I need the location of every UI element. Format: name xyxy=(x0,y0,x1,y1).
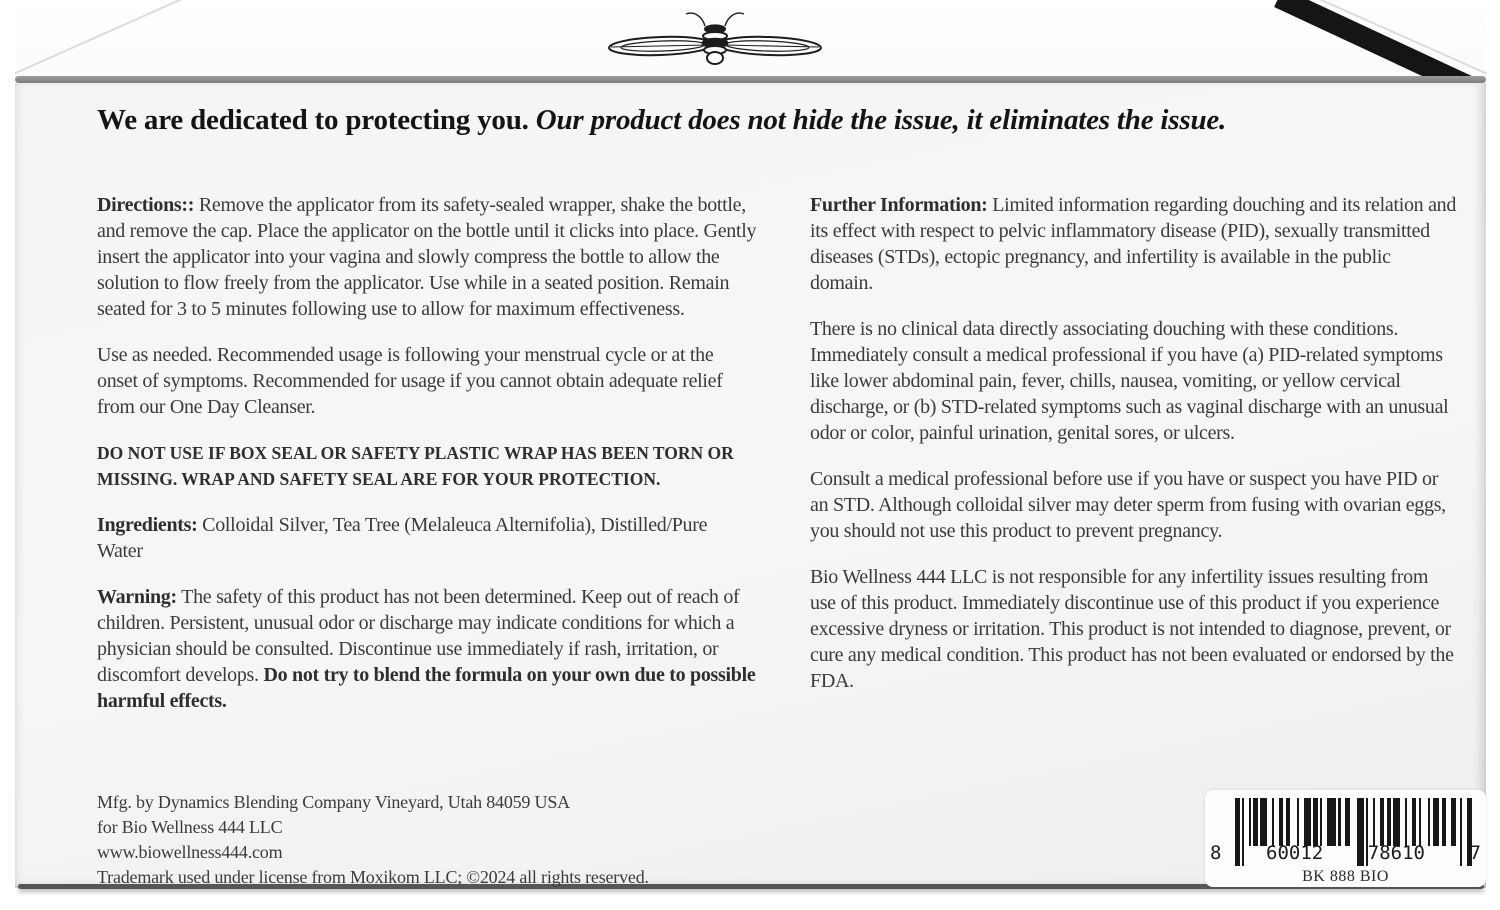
barcode-digit-group2: 78610 xyxy=(1367,842,1425,864)
liability-paragraph: Bio Wellness 444 LLC is not responsible for any infertility issues resulting from use of this product. Immediately discontinue use of this product if you experience excessive dryness or irritation. This product is not intended to diagnose, prevent, or cure any medical condition. This product has not been evaluated or endorsed by the FDA. xyxy=(810,566,1454,692)
barcode-digit-left: 8 xyxy=(1210,842,1222,864)
ingredients-paragraph: Ingredients: Colloidal Silver, Tea Tree (Melaleuca Alternifolia), Distilled/Pure Water xyxy=(97,514,708,562)
directions-paragraph: Directions:: Remove the applicator from its safety-sealed wrapper, shake the bottle, and remove the cap. Place the applicator on the bottle until it clicks into place. Gently insert the applicator into your vagina and slowly compress the bottle to allow the solution to flow freely from the applicator. Use while in a seated position. Remain seated for 3 to 5 minutes following use to allow for maximum effectiveness. xyxy=(97,194,757,320)
warning-label: Warning: xyxy=(97,586,177,608)
mfg-line: www.biowellness444.com xyxy=(97,842,283,862)
barcode xyxy=(1205,790,1486,887)
box-top-flap xyxy=(15,0,1486,78)
right-text-column xyxy=(810,192,1458,714)
box-fold-crease-left xyxy=(15,0,185,76)
consult-paragraph: Consult a medical professional before use if you have or suspect you have PID or an STD. Although colloidal silver may deter sperm from fusing with ovarian eggs, you should not use this product to prevent pregnancy. xyxy=(810,468,1446,542)
barcode-sku: BK 888 BIO xyxy=(1302,868,1389,885)
mfg-line: Trademark used under license from Moxikom LLC; ©2024 all rights reserved. xyxy=(97,867,649,887)
ingredients-label: Ingredients: xyxy=(97,514,198,536)
warning-bold-sentence: Do not try to blend the formula on your own due to possible harmful effects. xyxy=(97,664,756,712)
barcode-digit-right: 7 xyxy=(1469,842,1481,864)
tagline-regular: We are dedicated to protecting you. xyxy=(97,104,536,136)
left-text-column xyxy=(97,192,757,734)
directions-label: Directions:: xyxy=(97,194,195,216)
clinical-data-paragraph: There is no clinical data directly associating douching with these conditions. Immediately consult a medical professional if you have (a) PID-related symptoms like lower abdominal pain, fever, chills, nausea, vomiting, or yellow cervical discharge, or (b) STD-related symptoms such as vaginal discharge with an unusual odor or color, painful urination, genital sores, or ulcers. xyxy=(810,318,1449,444)
tagline-italic: Our product does not hide the issue, it eliminates the issue. xyxy=(535,104,1227,136)
warning-paragraph: Warning: The safety of this product has not been determined. Keep out of reach of children. Persistent, unusual odor or discharge may indicate conditions for which a physician should be consulted. Discontinue use immediately if rash, irritation, or discomfort develops. Do not try to blend the formula on your own due to possible harmful effects. xyxy=(97,586,756,712)
mfg-line: for Bio Wellness 444 LLC xyxy=(97,817,283,837)
bee-icon xyxy=(605,6,825,72)
box-fold-edge xyxy=(15,76,1486,83)
diagonal-stripe xyxy=(1274,0,1486,78)
barcode-digits xyxy=(1210,842,1481,866)
manufacturer-info xyxy=(97,790,649,890)
usage-paragraph: Use as needed. Recommended usage is following your menstrual cycle or at the onset of symptoms. Recommended for usage if you cannot obtain adequate relief from our One Day Cleanser. xyxy=(97,344,723,418)
mfg-line: Mfg. by Dynamics Blending Company Vineyard, Utah 84059 USA xyxy=(97,792,570,812)
further-information-paragraph: Further Information: Limited information regarding douching and its relation and its effect with respect to pelvic inflammatory disease (PID), sexually transmitted diseases (STDs), ectopic pregnancy, and infertility is available in the public domain. xyxy=(810,194,1457,294)
barcode-digit-group1: 60012 xyxy=(1266,842,1324,864)
tagline xyxy=(97,104,1460,137)
seal-warning: DO NOT USE IF BOX SEAL OR SAFETY PLASTIC WRAP HAS BEEN TORN OR MISSING. WRAP AND SAFETY SEAL ARE FOR YOUR PROTECTION. xyxy=(97,443,734,489)
further-information-label: Further Information: xyxy=(810,194,988,216)
